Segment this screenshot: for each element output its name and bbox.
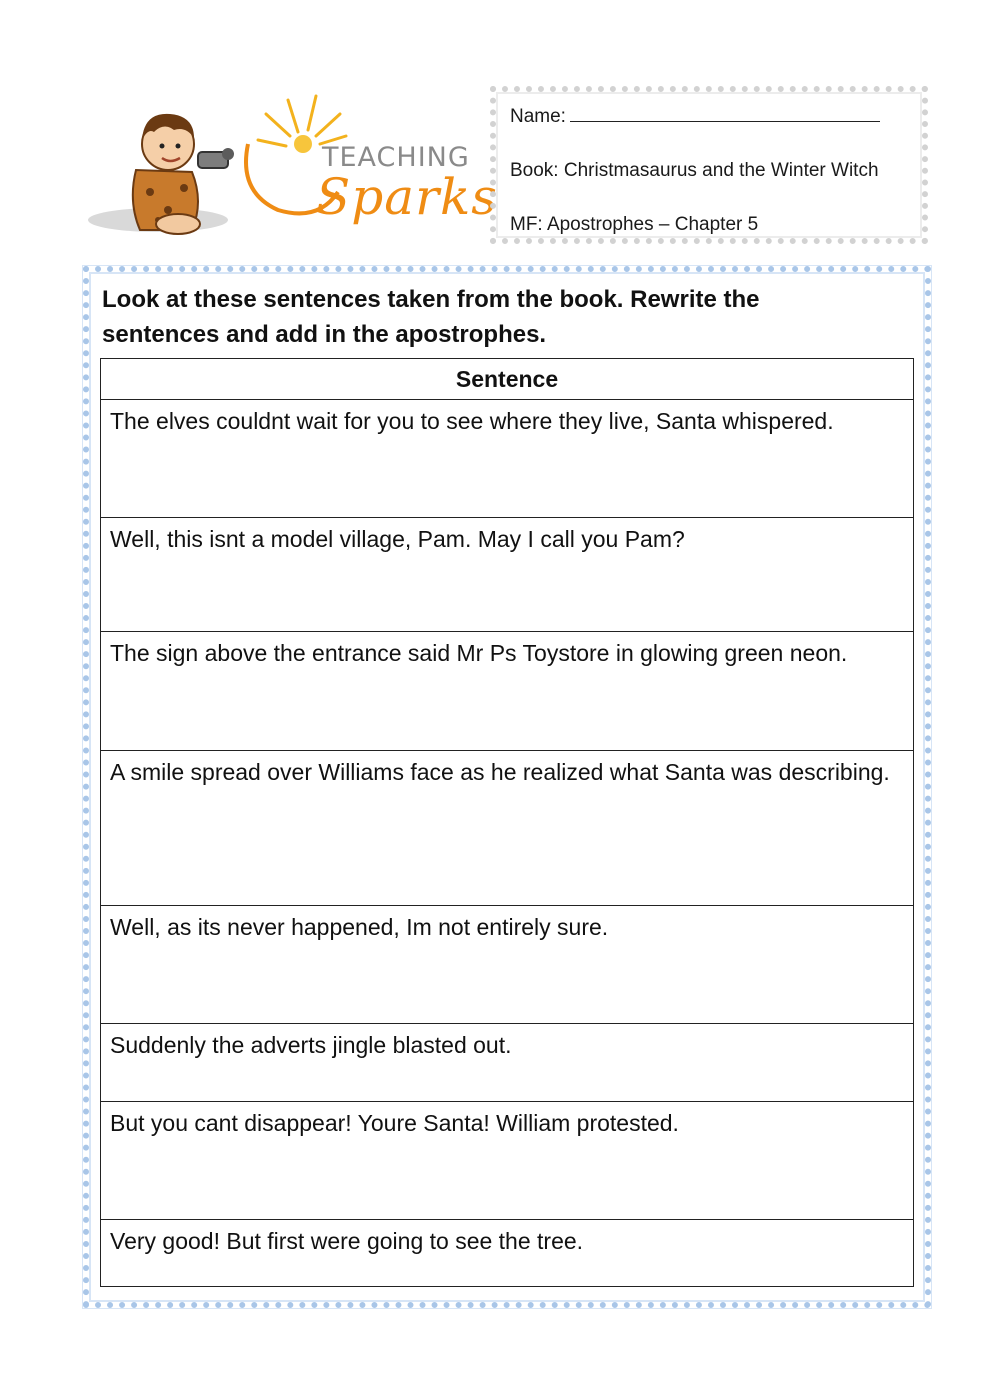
column-header-sentence: Sentence bbox=[101, 359, 914, 400]
sentence-row: The elves couldnt wait for you to see where they live, Santa whispered. bbox=[101, 400, 914, 518]
sentence-row: The sign above the entrance said Mr Ps Toystore in glowing green neon. bbox=[101, 632, 914, 751]
sentence-row: Well, this isnt a model village, Pam. May I call you Pam? bbox=[101, 518, 914, 632]
name-label: Name: bbox=[510, 106, 566, 127]
sentence-row: A smile spread over Williams face as he realized what Santa was describing. bbox=[101, 751, 914, 906]
mf-topic: MF: Apostrophes – Chapter 5 bbox=[510, 214, 759, 235]
sentence-row: Suddenly the adverts jingle blasted out. bbox=[101, 1024, 914, 1102]
book-title: Book: Christmasaurus and the Winter Witch bbox=[510, 160, 879, 181]
brand-teaching-text: TEACHING bbox=[322, 142, 470, 173]
name-line bbox=[510, 102, 922, 156]
student-info-box bbox=[490, 86, 928, 244]
worksheet-instructions: Look at these sentences taken from the book. Rewrite the sentences and add in the apostrophes. bbox=[102, 286, 760, 348]
sentence-row: But you cant disappear! Youre Santa! William protested. bbox=[101, 1102, 914, 1220]
brand-sparks-text: Sparks bbox=[316, 168, 498, 226]
name-field[interactable] bbox=[570, 103, 880, 122]
sentence-row: Well, as its never happened, Im not entirely sure. bbox=[101, 906, 914, 1024]
sentence-row: Very good! But first were going to see the tree. bbox=[101, 1220, 914, 1287]
teaching-sparks-logo bbox=[88, 92, 498, 242]
sentence-table bbox=[100, 358, 914, 1287]
